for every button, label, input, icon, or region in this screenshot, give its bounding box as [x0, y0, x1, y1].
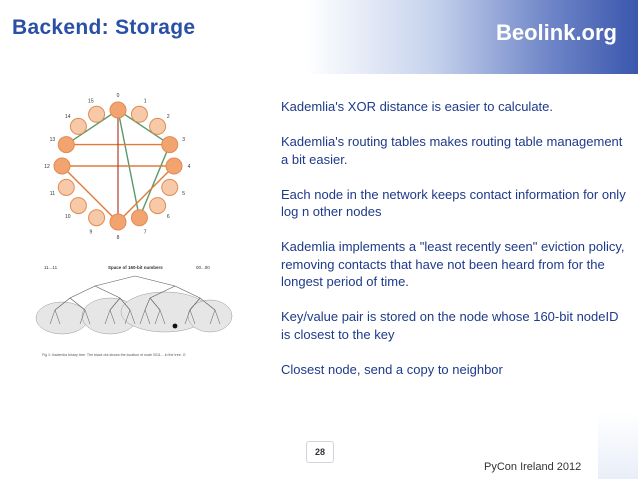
kademlia-diagram: [0, 80, 270, 380]
ring-node: [110, 102, 126, 118]
tree-right-label: 00...00: [196, 265, 210, 270]
bullet-list: [281, 98, 631, 396]
slide-title: Backend: Storage: [12, 16, 196, 39]
ring-node-label: 10: [65, 214, 71, 221]
ring-node-label: 7: [143, 229, 147, 236]
bullet-item: Key/value pair is stored on the node whose 160-bit nodeID is closest to the key: [281, 309, 619, 342]
ring-node-label: 1: [143, 98, 147, 105]
ring-node: [110, 214, 126, 230]
ring-node: [54, 158, 70, 174]
tree-edge: [95, 276, 135, 286]
bullet-item: Each node in the network keeps contact information for only log n other nodes: [281, 186, 626, 219]
ring-node: [70, 118, 86, 134]
ring-node-label: 8: [116, 235, 120, 241]
tree-edge: [70, 286, 95, 298]
ring-node-label: 11: [49, 191, 56, 198]
bullet-item: Closest node, send a copy to neighbor: [281, 361, 503, 377]
footer-event: PyCon Ireland 2012: [484, 461, 582, 473]
ring-node: [89, 210, 105, 226]
ring-node: [131, 210, 147, 226]
ring-node: [70, 198, 86, 214]
ring-node-label: 2: [166, 113, 170, 120]
footer-gradient: [598, 412, 638, 479]
ring-node-label: 3: [182, 136, 185, 143]
tree-edge: [95, 286, 120, 298]
tree-title: Space of 160-bit numbers: [108, 265, 163, 270]
ring-node-label: 12: [44, 164, 50, 170]
figure-caption: Fig 1: Kademlia binary tree. The black dot shows the location of node 0011... in the tree. G: [42, 353, 186, 357]
tree-left-label: 11...11: [44, 265, 58, 270]
bullet-item: Kademlia's XOR distance is easier to calculate.: [281, 99, 553, 114]
ring-node-label: 0: [116, 93, 120, 99]
bullet-item: Kademlia's routing tables makes routing table management a bit easier.: [281, 134, 623, 167]
ring-node: [166, 158, 182, 174]
tree-edge: [135, 276, 175, 286]
ring-node: [162, 137, 178, 153]
binary-tree: [36, 276, 232, 334]
header-bar: [0, 0, 638, 74]
target-node-dot: [173, 324, 178, 329]
ring-node: [58, 137, 74, 153]
ring-link-line: [118, 110, 139, 218]
ring-node: [131, 106, 147, 122]
ring-node-label: 5: [182, 191, 185, 198]
kademlia-figure: [0, 80, 270, 380]
ring-node-label: 13: [49, 136, 56, 143]
brand-label: Beolink.org: [495, 20, 617, 45]
ring-node-label: 4: [187, 164, 191, 170]
ring-node: [89, 106, 105, 122]
tree-subtree-oval: [36, 302, 88, 334]
page-number: 28: [306, 441, 334, 463]
ring-node: [58, 179, 74, 195]
node-ring: [44, 93, 190, 241]
ring-node: [150, 118, 166, 134]
ring-node-label: 15: [88, 98, 94, 105]
bullet-item: Kademlia implements a "least recently seen" eviction policy, removing contacts that have not been heard from for the longest period of time.: [281, 239, 625, 289]
ring-node-label: 14: [65, 113, 71, 120]
ring-node-label: 9: [89, 229, 93, 236]
ring-node: [150, 198, 166, 214]
ring-node-label: 6: [166, 214, 170, 221]
ring-node: [162, 179, 178, 195]
